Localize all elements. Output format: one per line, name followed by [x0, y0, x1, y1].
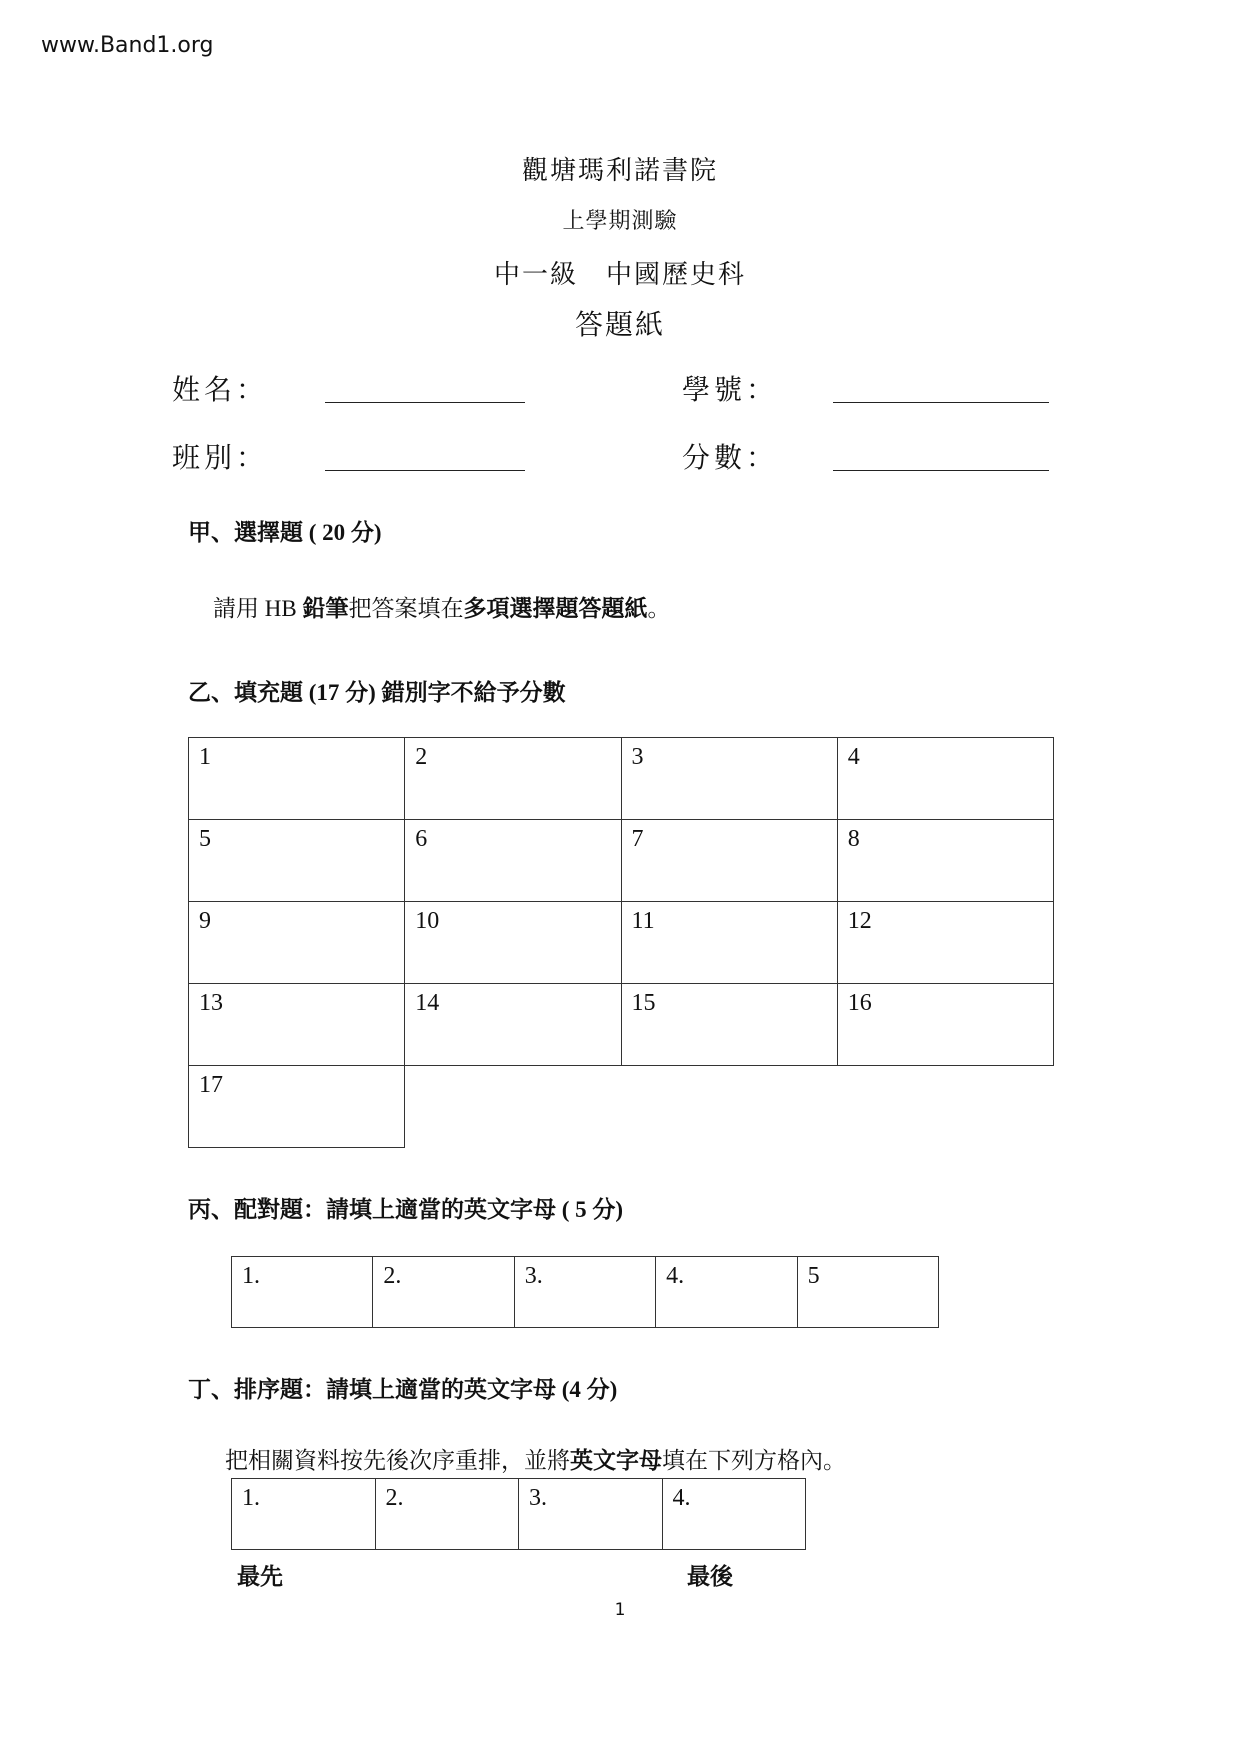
- answer-cell[interactable]: 10: [405, 902, 621, 984]
- exam-name: 上學期測驗: [562, 209, 678, 234]
- answer-cell[interactable]: 3.: [519, 1479, 663, 1550]
- answer-cell[interactable]: 13: [189, 984, 405, 1066]
- name-label: 姓名：: [172, 373, 269, 406]
- answer-cell[interactable]: 17: [189, 1066, 405, 1148]
- watermark: www.Band1.org: [41, 33, 214, 58]
- answer-cell[interactable]: 5: [797, 1257, 938, 1328]
- school-name: 觀塘瑪利諾書院: [521, 156, 718, 186]
- sheet-title: 答題紙: [574, 308, 665, 341]
- student-no-label: 學號：: [682, 373, 779, 406]
- answer-cell[interactable]: 3: [621, 738, 837, 820]
- answer-cell[interactable]: 16: [837, 984, 1053, 1066]
- table-row: [189, 738, 1054, 820]
- matching-table: [231, 1256, 939, 1328]
- text-bold: 鉛筆: [302, 596, 349, 621]
- class-field[interactable]: [325, 470, 525, 471]
- section-a-title: 甲、選擇題 ( 20 分): [188, 520, 382, 545]
- answer-cell[interactable]: 1: [189, 738, 405, 820]
- last-label: 最後: [687, 1564, 733, 1589]
- empty-cell: [837, 1066, 1053, 1148]
- class-label: 班別：: [172, 441, 269, 474]
- answer-cell[interactable]: 5: [189, 820, 405, 902]
- answer-cell[interactable]: 6: [405, 820, 621, 902]
- answer-cell[interactable]: 14: [405, 984, 621, 1066]
- text-bold: 多項選擇題答題紙: [463, 596, 648, 621]
- section-d-instruction: [225, 1442, 846, 1475]
- table-row: [232, 1257, 939, 1328]
- empty-cell: [405, 1066, 621, 1148]
- page-number: 1: [614, 1600, 626, 1620]
- section-c-title: 丙、配對題：請填上適當的英文字母 ( 5 分): [188, 1197, 624, 1222]
- answer-cell[interactable]: 9: [189, 902, 405, 984]
- table-row: [189, 984, 1054, 1066]
- table-row: [189, 820, 1054, 902]
- text: 。: [647, 596, 671, 621]
- empty-cell: [621, 1066, 837, 1148]
- section-b-title: 乙、填充題 (17 分) 錯別字不給予分數: [188, 680, 566, 705]
- answer-cell[interactable]: 4: [837, 738, 1053, 820]
- score-field[interactable]: [833, 470, 1049, 471]
- text: 把答案填在: [348, 596, 464, 621]
- answer-cell[interactable]: 4.: [656, 1257, 797, 1328]
- answer-cell[interactable]: 15: [621, 984, 837, 1066]
- table-row: [189, 902, 1054, 984]
- answer-cell[interactable]: 7: [621, 820, 837, 902]
- section-a-instruction: [213, 590, 670, 623]
- student-no-field[interactable]: [833, 402, 1049, 403]
- answer-cell[interactable]: 3.: [514, 1257, 655, 1328]
- answer-cell[interactable]: 2.: [373, 1257, 514, 1328]
- section-d-title: 丁、排序題：請填上適當的英文字母 (4 分): [188, 1377, 618, 1402]
- answer-cell[interactable]: 1.: [232, 1257, 373, 1328]
- score-label: 分數：: [682, 441, 779, 474]
- first-label: 最先: [237, 1564, 283, 1589]
- answer-cell[interactable]: 2.: [375, 1479, 519, 1550]
- text: 填在下列方格內。: [662, 1448, 846, 1473]
- answer-cell[interactable]: 11: [621, 902, 837, 984]
- fill-in-table: [188, 737, 1054, 1148]
- text-bold: 英文字母: [570, 1448, 662, 1473]
- answer-cell[interactable]: 8: [837, 820, 1053, 902]
- ordering-table: [231, 1478, 806, 1550]
- answer-cell[interactable]: 1.: [232, 1479, 376, 1550]
- table-row: [189, 1066, 1054, 1148]
- table-row: [232, 1479, 806, 1550]
- name-field[interactable]: [325, 402, 525, 403]
- subject: 中一級 中國歷史科: [493, 260, 746, 290]
- text: 請用 HB: [213, 596, 303, 621]
- answer-cell[interactable]: 4.: [662, 1479, 806, 1550]
- text: 把相關資料按先後次序重排，並將: [225, 1448, 570, 1473]
- answer-cell[interactable]: 2: [405, 738, 621, 820]
- answer-cell[interactable]: 12: [837, 902, 1053, 984]
